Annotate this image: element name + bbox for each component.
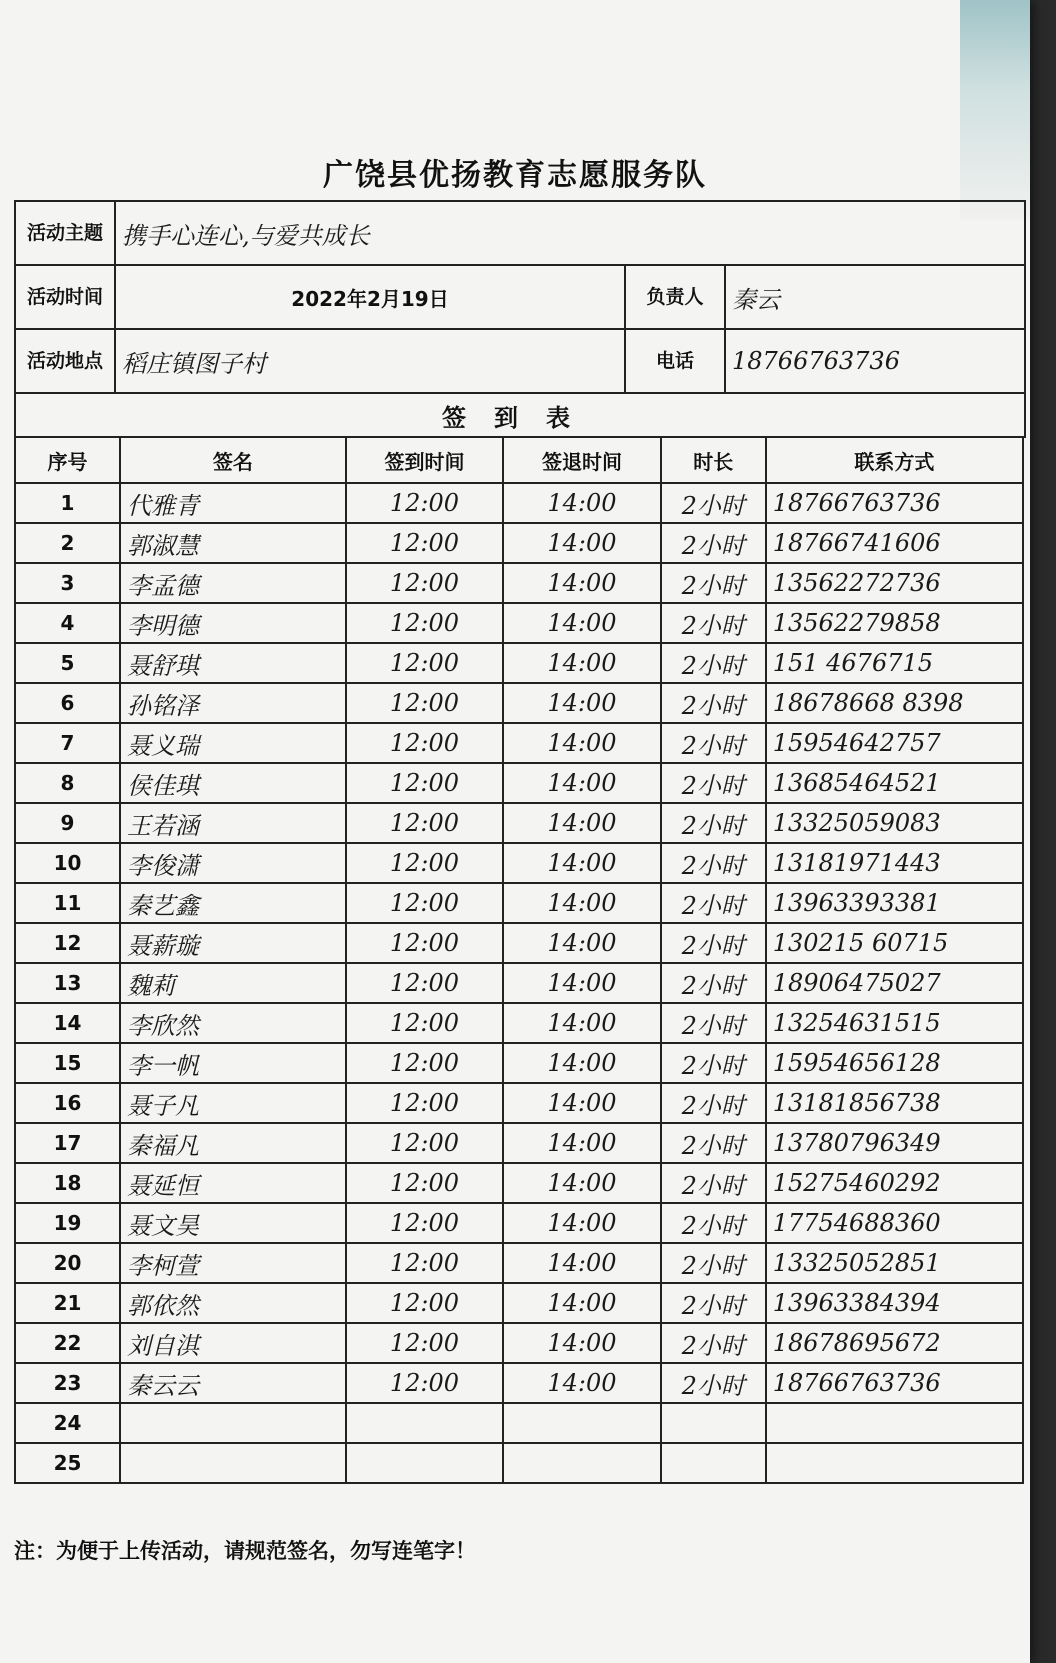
duration: 2小时 [661,483,766,523]
page-title: 广饶县优扬教育志愿服务队 [323,158,707,193]
checkin-time: 12:00 [346,723,504,763]
duration: 2小时 [661,563,766,603]
duration: 2小时 [661,643,766,683]
row-index: 6 [15,683,120,723]
place-label: 活动地点 [15,329,115,393]
table-row [15,603,1023,643]
table-row [15,883,1023,923]
table-header-row [15,437,1023,483]
table-row [15,803,1023,843]
row-index: 12 [15,923,120,963]
table-row [15,1163,1023,1203]
row-index: 8 [15,763,120,803]
signature: 李俊潇 [120,843,346,883]
checkin-time: 12:00 [346,1003,504,1043]
signature: 孙铭泽 [120,683,346,723]
contact: 18906475027 [766,963,1023,1003]
duration: 2小时 [661,1003,766,1043]
row-index: 24 [15,1403,120,1443]
header-duration: 时长 [661,437,766,483]
checkout-time: 14:00 [503,1043,661,1083]
signature [120,1443,346,1483]
row-index: 22 [15,1323,120,1363]
signature: 郭依然 [120,1283,346,1323]
contact: 18678668 8398 [766,683,1023,723]
contact: 17754688360 [766,1203,1023,1243]
row-index: 2 [15,523,120,563]
checkin-time: 12:00 [346,1243,504,1283]
checkout-time [503,1443,661,1483]
signature: 代雅青 [120,483,346,523]
signature: 王若涵 [120,803,346,843]
signature: 李一帆 [120,1043,346,1083]
checkout-time: 14:00 [503,1083,661,1123]
checkin-time: 12:00 [346,683,504,723]
row-index: 10 [15,843,120,883]
signature: 李欣然 [120,1003,346,1043]
duration: 2小时 [661,1043,766,1083]
signin-table [14,436,1024,1484]
table-row [15,843,1023,883]
checkout-time: 14:00 [503,563,661,603]
table-body [15,483,1023,1483]
table-row [15,1243,1023,1283]
checkin-time: 12:00 [346,923,504,963]
checkout-time: 14:00 [503,483,661,523]
table-row [15,1323,1023,1363]
table-row [15,1043,1023,1083]
checkout-time: 14:00 [503,683,661,723]
table-row [15,523,1023,563]
time-label: 活动时间 [15,265,115,329]
table-row [15,923,1023,963]
checkout-time: 14:00 [503,1243,661,1283]
contact: 18766741606 [766,523,1023,563]
signature [120,1403,346,1443]
checkin-time: 12:00 [346,763,504,803]
checkin-time: 12:00 [346,803,504,843]
checkin-time: 12:00 [346,1283,504,1323]
time-value: 2022年2月19日 [115,265,625,329]
contact: 13963384394 [766,1283,1023,1323]
checkin-time: 12:00 [346,563,504,603]
checkin-time: 12:00 [346,1043,504,1083]
table-row [15,1203,1023,1243]
contact: 13562272736 [766,563,1023,603]
checkout-time: 14:00 [503,883,661,923]
duration [661,1443,766,1483]
checkin-time: 12:00 [346,843,504,883]
table-row [15,563,1023,603]
duration: 2小时 [661,1163,766,1203]
contact: 15954656128 [766,1043,1023,1083]
duration: 2小时 [661,1323,766,1363]
contact: 18766763736 [766,1363,1023,1403]
duration: 2小时 [661,763,766,803]
checkin-time: 12:00 [346,1083,504,1123]
table-row [15,1283,1023,1323]
checkout-time: 14:00 [503,1123,661,1163]
table-row [15,1123,1023,1163]
duration: 2小时 [661,1203,766,1243]
signature: 秦福凡 [120,1123,346,1163]
signature: 侯佳琪 [120,763,346,803]
table-row [15,1363,1023,1403]
duration: 2小时 [661,1123,766,1163]
contact: 13780796349 [766,1123,1023,1163]
place-value: 稻庄镇图子村 [115,329,625,393]
row-index: 21 [15,1283,120,1323]
row-index: 15 [15,1043,120,1083]
signature: 秦云云 [120,1363,346,1403]
checkin-time: 12:00 [346,483,504,523]
theme-label: 活动主题 [15,201,115,265]
signature: 秦艺鑫 [120,883,346,923]
table-row [15,1003,1023,1043]
checkout-time: 14:00 [503,963,661,1003]
duration: 2小时 [661,843,766,883]
header-signature: 签名 [120,437,346,483]
duration: 2小时 [661,1363,766,1403]
checkin-time: 12:00 [346,523,504,563]
row-index: 23 [15,1363,120,1403]
table-row [15,643,1023,683]
signature: 李柯萱 [120,1243,346,1283]
info-table [14,200,1026,438]
theme-value: 携手心连心,与爱共成长 [115,201,1025,265]
duration: 2小时 [661,1083,766,1123]
signature: 郭淑慧 [120,523,346,563]
contact [766,1403,1023,1443]
signature: 李孟德 [120,563,346,603]
table-row [15,1443,1023,1483]
signature: 聂舒琪 [120,643,346,683]
checkin-time [346,1403,504,1443]
contact [766,1443,1023,1483]
checkin-time: 12:00 [346,963,504,1003]
row-index: 19 [15,1203,120,1243]
header-contact: 联系方式 [766,437,1023,483]
phone-value: 18766763736 [725,329,1025,393]
signature: 聂延恒 [120,1163,346,1203]
checkout-time: 14:00 [503,803,661,843]
row-index: 7 [15,723,120,763]
footer-note: 注：为便于上传活动，请规范签名，勿写连笔字！ [14,1539,476,1563]
checkout-time: 14:00 [503,603,661,643]
contact: 13181971443 [766,843,1023,883]
contact: 13325052851 [766,1243,1023,1283]
signature: 聂义瑞 [120,723,346,763]
checkout-time: 14:00 [503,1203,661,1243]
contact: 15275460292 [766,1163,1023,1203]
place-row [15,329,1025,393]
phone-label: 电话 [625,329,725,393]
duration: 2小时 [661,523,766,563]
duration: 2小时 [661,923,766,963]
signature: 魏莉 [120,963,346,1003]
contact: 13562279858 [766,603,1023,643]
checkin-time: 12:00 [346,1123,504,1163]
checkout-time: 14:00 [503,763,661,803]
table-row [15,1083,1023,1123]
checkout-time: 14:00 [503,1363,661,1403]
duration: 2小时 [661,803,766,843]
signature: 聂文昊 [120,1203,346,1243]
contact: 13181856738 [766,1083,1023,1123]
table-row [15,963,1023,1003]
contact: 13325059083 [766,803,1023,843]
row-index: 18 [15,1163,120,1203]
checkout-time: 14:00 [503,1283,661,1323]
checkin-time: 12:00 [346,1323,504,1363]
row-index: 4 [15,603,120,643]
duration: 2小时 [661,603,766,643]
row-index: 25 [15,1443,120,1483]
checkout-time [503,1403,661,1443]
contact: 18678695672 [766,1323,1023,1363]
contact: 15954642757 [766,723,1023,763]
table-row [15,763,1023,803]
row-index: 11 [15,883,120,923]
row-index: 14 [15,1003,120,1043]
row-index: 13 [15,963,120,1003]
section-title: 签到表 [15,393,1025,437]
checkin-time: 12:00 [346,1163,504,1203]
section-row [15,393,1025,437]
duration: 2小时 [661,723,766,763]
checkout-time: 14:00 [503,523,661,563]
duration: 2小时 [661,683,766,723]
checkin-time: 12:00 [346,643,504,683]
table-row [15,683,1023,723]
signature: 刘自淇 [120,1323,346,1363]
duration: 2小时 [661,1243,766,1283]
checkout-time: 14:00 [503,923,661,963]
table-row [15,723,1023,763]
checkin-time [346,1443,504,1483]
signature: 李明德 [120,603,346,643]
leader-value: 秦云 [725,265,1025,329]
checkin-time: 12:00 [346,883,504,923]
row-index: 17 [15,1123,120,1163]
duration [661,1403,766,1443]
row-index: 16 [15,1083,120,1123]
header-checkin: 签到时间 [346,437,504,483]
header-checkout: 签退时间 [503,437,661,483]
table-row [15,1403,1023,1443]
row-index: 1 [15,483,120,523]
checkout-time: 14:00 [503,843,661,883]
duration: 2小时 [661,1283,766,1323]
row-index: 9 [15,803,120,843]
contact: 18766763736 [766,483,1023,523]
time-row [15,265,1025,329]
leader-label: 负责人 [625,265,725,329]
table-row [15,483,1023,523]
signature: 聂薪璇 [120,923,346,963]
header-index: 序号 [15,437,120,483]
contact: 13254631515 [766,1003,1023,1043]
theme-row [15,201,1025,265]
contact: 13685464521 [766,763,1023,803]
checkin-time: 12:00 [346,603,504,643]
checkout-time: 14:00 [503,1163,661,1203]
checkout-time: 14:00 [503,1323,661,1363]
row-index: 5 [15,643,120,683]
checkin-time: 12:00 [346,1203,504,1243]
duration: 2小时 [661,963,766,1003]
contact: 13963393381 [766,883,1023,923]
signin-form [14,200,1024,1484]
checkout-time: 14:00 [503,1003,661,1043]
checkout-time: 14:00 [503,643,661,683]
contact: 130215 60715 [766,923,1023,963]
row-index: 3 [15,563,120,603]
contact: 151 4676715 [766,643,1023,683]
checkin-time: 12:00 [346,1363,504,1403]
checkout-time: 14:00 [503,723,661,763]
duration: 2小时 [661,883,766,923]
row-index: 20 [15,1243,120,1283]
signature: 聂子凡 [120,1083,346,1123]
